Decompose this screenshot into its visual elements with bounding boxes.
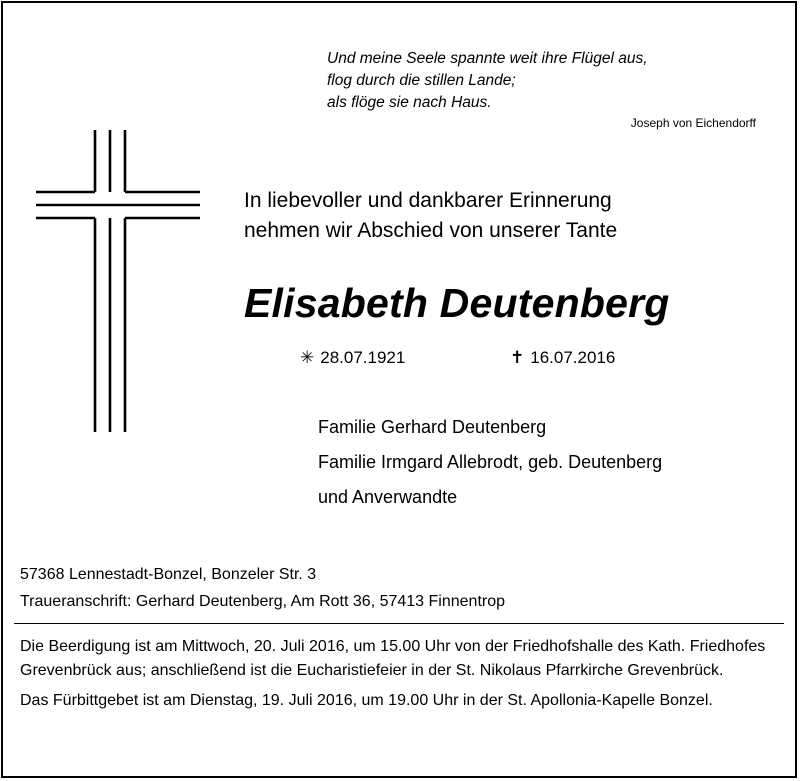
funeral-notice (20, 635, 790, 719)
address-block (20, 561, 505, 615)
burial-info: Die Beerdigung ist am Mittwoch, 20. Juli 2016, um 15.00 Uhr von der Friedhofshalle des Kath. Friedhofes Grevenbrück aus; anschließend ist die Eucharistiefeier in der St. Nikolaus Pfarrkirche Grevenbrück. (20, 638, 766, 679)
deceased-name: Elisabeth Deutenberg (244, 280, 670, 326)
divider (14, 623, 784, 624)
family-item: Familie Gerhard Deutenberg (318, 417, 547, 437)
address-line: 57368 Lennestadt-Bonzel, Bonzeler Str. 3 (20, 566, 317, 583)
death-date (510, 348, 615, 368)
poem-line: als flöge sie nach Haus. (327, 94, 492, 111)
family-item: und Anverwandte (318, 487, 458, 507)
family-list (318, 410, 662, 515)
death-date-value: 16.07.2016 (530, 348, 616, 367)
intro-text (244, 186, 617, 246)
family-item: Familie Irmgard Allebrodt, geb. Deutenberg (318, 452, 663, 472)
poem-line: flog durch die stillen Lande; (327, 72, 516, 89)
prayer-info: Das Fürbittgebet ist am Dienstag, 19. Juli 2016, um 19.00 Uhr in der St. Apollonia-Kapelle Bonzel. (20, 692, 713, 709)
intro-line: In liebevoller und dankbarer Erinnerung (244, 189, 612, 212)
birth-star-icon: ✳ (300, 348, 315, 367)
poem-author: Joseph von Eichendorff (630, 116, 756, 130)
outline-cross-icon (30, 122, 210, 440)
poem (327, 48, 648, 114)
intro-line: nehmen wir Abschied von unserer Tante (244, 219, 618, 242)
death-cross-icon: ✝ (510, 348, 525, 367)
mourning-address-line: Traueranschrift: Gerhard Deutenberg, Am Rott 36, 57413 Finnentrop (20, 593, 506, 610)
birth-date-value: 28.07.1921 (320, 348, 406, 367)
birth-date (300, 348, 405, 368)
poem-line: Und meine Seele spannte weit ihre Flügel aus, (327, 50, 648, 67)
